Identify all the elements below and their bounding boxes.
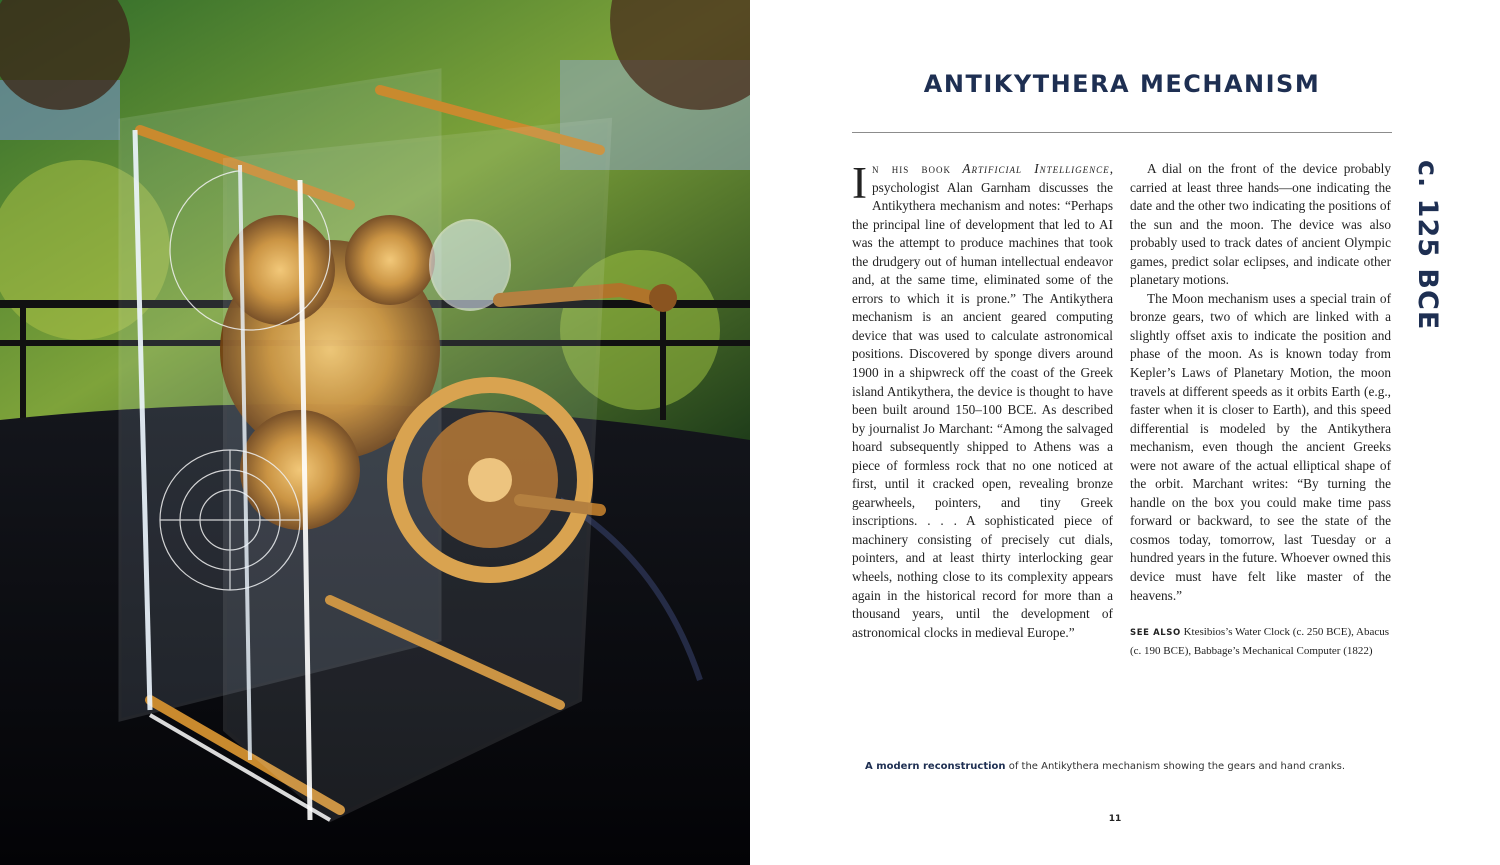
paragraph-1-text: , psychologist Alan Garnham discusses the Antikythera mechanism and notes: “Perhaps the principal line of development that led to AI was the attempt to produce machines that took the drudgery out of human intellectual endeavor and, at the same time, eliminated some of the errors to which it is prone.” The Antikythera mechanism is an ancient geared computing device that was used to calculate astronomical positions. Discovered by sponge divers around 1900 in a shipwreck off the coast of the Greek island Antikythera, the device is thought to have been built around 150–100 BCE. As described by journalist Jo Marchant: “Among the salvaged hoard subsequently shipped to Athens was a piece of formless rock that no one noticed at first, until it cracked open, revealing bronze gearwheels, pointers, and tiny Greek inscriptions. . . . A sophisticated piece of machinery consisting of precisely cut dials, pointers, and at least thirty interlocking gear wheels, nothing close to its complexity appears again in the historical record for more than a thousand years, until the development of astronomical clocks in medieval Europe.” — [852, 161, 1114, 640]
drop-cap: I — [852, 158, 867, 208]
see-also-label: SEE ALSO — [1130, 628, 1181, 639]
page-number: 11 — [1108, 814, 1122, 824]
entry-date: c. 125 BCE — [1412, 160, 1443, 331]
see-also — [1130, 623, 1391, 660]
see-also-text: Ktesibios’s Water Clock (c. 250 BCE), Abacus (c. 190 BCE), Babbage’s Mechanical Computer (1822) — [1130, 626, 1390, 658]
photo-caption — [865, 761, 1385, 772]
title-divider — [852, 132, 1392, 133]
paragraph-3: The Moon mechanism uses a special train of bronze gears, two of which are linked with a slightly offset axis to indicate the position and phase of the moon. As is known today from Kepler’s Laws of Planetary Motion, the moon travels at different speeds as it orbits Earth (e.g., faster when it is closer to Earth), and this speed differential is modeled by the Antikythera mechanism, even though the ancient Greeks were not aware of the actual elliptical shape of the orbit. Marchant writes: “By turning the handle on the box you could make time pass forward or backward, to see the state of the cosmos today, tomorrow, last Tuesday or a hundred years in the future. Whoever owned this device must have felt like master of the heavens.” — [1130, 290, 1391, 603]
text-column-right — [1130, 160, 1391, 660]
opening-smallcaps: n his book — [872, 161, 952, 176]
paragraph-1 — [852, 160, 1113, 642]
book-title: Artificial Intelligence — [962, 161, 1110, 176]
page-title: ANTIKYTHERA MECHANISM — [923, 70, 1321, 98]
caption-text: of the Antikythera mechanism showing the gears and hand cranks. — [1005, 761, 1346, 772]
text-column-left — [852, 160, 1113, 642]
caption-lead: A modern reconstruction — [865, 761, 1006, 772]
paragraph-2: A dial on the front of the device probably carried at least three hands—one indicating the date and the other two indicating the positions of the sun and the moon. The device was also probably used to track dates of ancient Olympic games, predict solar eclipses, and indicate other planetary motions. — [1130, 161, 1391, 288]
